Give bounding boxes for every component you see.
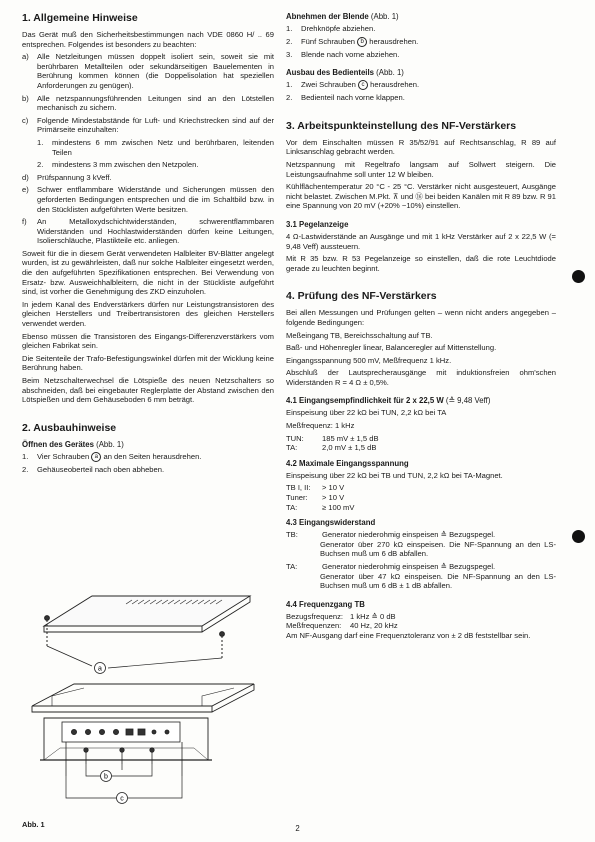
list-item — [22, 52, 274, 90]
subsection-title: Ausbau des Bedienteils — [286, 68, 374, 78]
paragraph: Am NF-Ausgang darf eine Frequenztoleranz von ± 2 dB feststellbar sein. — [286, 630, 531, 640]
item-label: 1. — [37, 137, 44, 147]
item-text: Folgende Mindestabstände für Luft- und Kriechstrecken sind auf der Primärseite einzuhalten: — [37, 115, 274, 135]
callout-letter: a — [91, 452, 101, 462]
subsection-title: Abnehmen der Blende — [286, 12, 369, 21]
callout-letter-b: b — [104, 773, 108, 781]
value-text: 185 mV ± 1,5 dB — [322, 433, 379, 443]
exploded-view-figure — [22, 588, 262, 813]
value-text: > 10 V — [322, 493, 345, 503]
subsection-title: Öffnen des Gerätes — [22, 439, 94, 449]
subsection-heading: 4.3 Eingangswiderstand — [286, 518, 376, 528]
value-key: TUN: — [286, 433, 304, 443]
front-panel — [62, 722, 180, 742]
subsection-heading: 3.1 Pegelanzeige — [286, 219, 349, 229]
paragraph: Baß- und Höhenregler linear, Balanceregler auf Mittenstellung. — [286, 343, 497, 353]
value-text: Generator niederohmig einspeisen ≙ Bezugspegel. — [322, 562, 496, 571]
paragraph: Meßfrequenz: 1 kHz — [286, 421, 355, 431]
punch-hole — [572, 270, 585, 283]
callout-b — [86, 764, 152, 782]
step-item — [22, 452, 274, 462]
step-label: 1. — [22, 451, 29, 461]
subsection-heading: 4.2 Maximale Eingangsspannung — [286, 458, 409, 468]
step-item — [286, 80, 556, 90]
page-number: 2 — [295, 824, 300, 833]
paragraph: Generator über 270 kΩ einspeisen. Die NF-Spannung an den LS-Buchsen muß um 6 dB abfallen. — [320, 539, 556, 559]
section-heading-disassembly: 2. Ausbauhinweise — [22, 421, 117, 434]
section-heading-general: 1. Allgemeine Hinweise — [22, 12, 138, 24]
section-heading-nf-test: 4. Prüfung des NF-Verstärkers — [286, 290, 437, 303]
value-row — [286, 562, 556, 572]
value-row — [286, 530, 556, 540]
list-item — [22, 217, 274, 246]
list-item — [22, 94, 274, 113]
paragraph: Abschluß der Lautsprecherausgänge mit induktionsfreien ohm'schen Widerständen R = 4 Ω ± 0,5%. — [286, 368, 556, 387]
step-item — [286, 93, 556, 103]
paragraph: Ebenso müssen die Transistoren des Eingangs-Differenzverstärkers vom gleichen Fabrikat sein. — [22, 331, 274, 351]
value-text: 40 Hz, 20 kHz — [350, 621, 398, 631]
subsection-title: 4.1 Eingangsempfindlichkeit für 2 x 22,5 W — [286, 396, 444, 406]
value-row — [286, 443, 556, 453]
step-text: Zwei Schrauben — [301, 80, 356, 90]
step-label: 1. — [286, 24, 293, 33]
item-label: f) — [22, 217, 27, 227]
list-item — [22, 173, 274, 183]
step-label: 1. — [286, 80, 293, 90]
value-key: Bezugsfrequenz: — [286, 611, 343, 621]
step-item — [286, 24, 556, 34]
value-row — [286, 503, 556, 513]
value-key: TA: — [286, 443, 298, 453]
paragraph: Vor dem Einschalten müssen R 35/52/91 auf Rechtsanschlag, R 89 auf Linksanschlag gebracht werden. — [286, 137, 556, 157]
value-row — [286, 493, 556, 503]
item-label: c) — [22, 115, 29, 125]
step-text: Fünf Schrauben — [301, 36, 356, 46]
callout-letter-c: c — [120, 795, 124, 803]
left-column — [22, 12, 274, 477]
step-text: Blende nach vorne abziehen. — [301, 49, 400, 59]
item-label: d) — [22, 172, 29, 182]
paragraph: Einspeisung über 22 kΩ bei TUN, 2,2 kΩ bei TA — [286, 408, 447, 418]
figure-ref: (Abb. 1) — [96, 439, 124, 449]
item-label: a) — [22, 52, 29, 62]
callout-letter: c — [358, 80, 368, 90]
step-item — [286, 50, 556, 60]
callout-c — [66, 773, 182, 804]
value-row — [286, 621, 556, 631]
item-text: Prüfspannung 3 kVeff. — [37, 172, 112, 182]
item-text: mindestens 3 mm zwischen den Netzpolen. — [52, 160, 199, 170]
subsection-heading: 4.4 Frequenzgang TB — [286, 599, 365, 609]
step-text: an den Seiten herausdrehen. — [103, 451, 202, 461]
list-subitem — [37, 160, 274, 170]
item-text: Alle Netzleitungen müssen doppelt isoliert sein, soweit sie mit berührbaren Metallteilen oder sekundärseitigen Bauelementen in Berührung kommen können (die Doppelisolation hat speziellen Anforderungen zu genügen). — [37, 52, 274, 90]
item-label: 2. — [37, 160, 44, 170]
subsection-heading — [286, 68, 556, 78]
section-heading-operating-point: 3. Arbeitspunkteinstellung des NF-Verstärkers — [286, 119, 517, 132]
step-text: Vier Schrauben — [37, 451, 90, 461]
item-label: b) — [22, 93, 29, 103]
housing-top — [44, 596, 250, 632]
value-key: TB: — [286, 530, 298, 540]
figure-ref: (Abb. 1) — [376, 68, 404, 78]
list-item — [22, 185, 274, 214]
paragraph: Netzspannung mit Regeltrafo langsam auf Sollwert steigern. Die Leistungsaufnahme soll unter 12 W bleiben. — [286, 159, 556, 179]
figure-caption: Abb. 1 — [22, 820, 45, 829]
value-key: Meßfrequenzen: — [286, 621, 342, 631]
list-item — [22, 116, 274, 135]
value-row — [286, 612, 556, 622]
value-text: Generator niederohmig einspeisen ≙ Bezugspegel. — [322, 530, 496, 540]
paragraph: Mit R 35 bzw. R 53 Pegelanzeige so einstellen, daß die rote Leuchtdiode gerade zu leuchten beginnt. — [286, 254, 556, 273]
step-text: herausdrehen. — [370, 80, 420, 90]
step-label: 3. — [286, 49, 293, 59]
paragraph: Beim Netzschalterwechsel die Lötspieße des neuen Netzschalters so abschneiden, daß bei eingebauter Reglerplatte der Abstand zwischen den Lötspießen und dem Gehäuseboden 6 mm beträgt. — [22, 376, 274, 405]
step-text: Bedienteil nach vorne klappen. — [301, 93, 405, 103]
paragraph: Kühlflächentemperatur 20 °C - 25 °C. Verstärker nicht ausgesteuert, Ausgänge nicht belastet. Zwischen M.Pkt. ⊼ und ⑯ bei beiden Kanälen mit R 89 bzw. R 91 eine Spannung von 20 mV (+20% −10%) einstellen. — [286, 182, 556, 211]
value-row — [286, 434, 556, 444]
step-item — [22, 465, 274, 475]
list-subitem — [37, 138, 274, 157]
screw-icon — [66, 742, 182, 776]
value-row — [286, 483, 556, 493]
callout-a — [47, 646, 222, 674]
right-column — [286, 12, 556, 644]
paragraph: Eingangsspannung 500 mV, Meßfrequenz 1 kHz. — [286, 355, 452, 365]
step-text: Drehknöpfe abziehen. — [301, 24, 376, 33]
item-text: Schwer entflammbare Widerstände und Sicherungen müssen den geforderten Bedingungen entsprechen und die im Schaltbild bzw. in den Stücklisten aufgeführten Werte besitzen. — [37, 185, 274, 214]
subsection-heading — [286, 396, 556, 406]
item-text: An Metalloxydschichtwiderständen, schwerentflammbaren Widerständen und Hochlastwiderständen dürfen keine Leitungen, Isolierschläuche, Plastikteile etc. anliegen. — [37, 217, 274, 246]
item-text: Alle netzspannungsführenden Leitungen sind an den Lötstellen mechanisch zu sichern. — [37, 93, 274, 113]
step-item — [286, 37, 556, 47]
subsection-title-suffix: (≙ 9,48 Veff) — [445, 396, 491, 406]
step-label: 2. — [286, 93, 293, 103]
value-key: TB I, II: — [286, 483, 311, 493]
paragraph: Die Seitenteile der Trafo-Befestigungswinkel dürfen mit der Wicklung keine Berührung haben. — [22, 353, 274, 373]
value-key: TA: — [286, 562, 298, 571]
figure-ref: (Abb. 1) — [370, 12, 399, 21]
callout-letter: b — [357, 37, 367, 47]
value-text: ≥ 100 mV — [322, 502, 355, 512]
paragraph: 4 Ω-Lastwiderstände an Ausgänge und mit 1 kHz Verstärker auf 2 x 22,5 W (= 9,48 Veff) aussteuern. — [286, 231, 556, 251]
intro-paragraph: Das Gerät muß den Sicherheitsbestimmungen nach VDE 0860 H/ .. 69 entsprechen. Folgendes ist besonders zu beachten: — [22, 30, 274, 49]
paragraph: In jedem Kanal des Endverstärkers dürfen nur Leistungstransistoren des gleichen Herstellers und Treibertransistoren des gleichen Herstellers verwendet werden. — [22, 299, 274, 329]
paragraph: Bei allen Messungen und Prüfungen gelten – wenn nicht anders angegeben – folgende Bedingungen: — [286, 308, 556, 327]
paragraph: Einspeisung über 22 kΩ bei TB und TUN, 2,2 kΩ bei TA-Magnet. — [286, 470, 503, 480]
item-text: mindestens 6 mm zwischen Netz und berührbaren, leitenden Teilen — [52, 137, 274, 157]
value-text: 2,0 mV ± 1,5 dB — [322, 443, 377, 453]
step-text: Gehäuseoberteil nach oben abheben. — [37, 464, 165, 474]
item-label: e) — [22, 185, 29, 195]
callout-letter-a: a — [98, 665, 102, 673]
paragraph: Meßeingang TB, Bereichsschaltung auf TB. — [286, 330, 433, 340]
paragraph: Generator über 47 kΩ einspeisen. Die NF-Spannung an den LS-Buchsen muß um 6 dB ± 1 dB abfallen. — [320, 571, 556, 591]
step-text: herausdrehen. — [369, 36, 419, 46]
punch-hole — [572, 530, 585, 543]
paragraph: Soweit für die in diesem Gerät verwendeten Halbleiter BV-Blätter angelegt wurden, ist zu gewährleisten, daß nur solche Halbleiter eingesetzt werden, die den aufgeführten Spezifikationen entsprechen. Bei Verwendung von Ersatz- bzw. Ausweichhalbleitern, die nicht in der Stückliste aufgeführt sind, ist vorher die Genehmigung des ZKD einzuholen. — [22, 248, 274, 297]
value-key: TA: — [286, 502, 298, 512]
step-label: 2. — [22, 464, 29, 474]
subsection-heading — [286, 12, 556, 22]
step-label: 2. — [286, 36, 293, 46]
value-text: > 10 V — [322, 483, 345, 493]
subsection-heading — [22, 440, 274, 450]
value-text: 1 kHz ≙ 0 dB — [350, 611, 396, 621]
value-key: Tuner: — [286, 493, 308, 503]
